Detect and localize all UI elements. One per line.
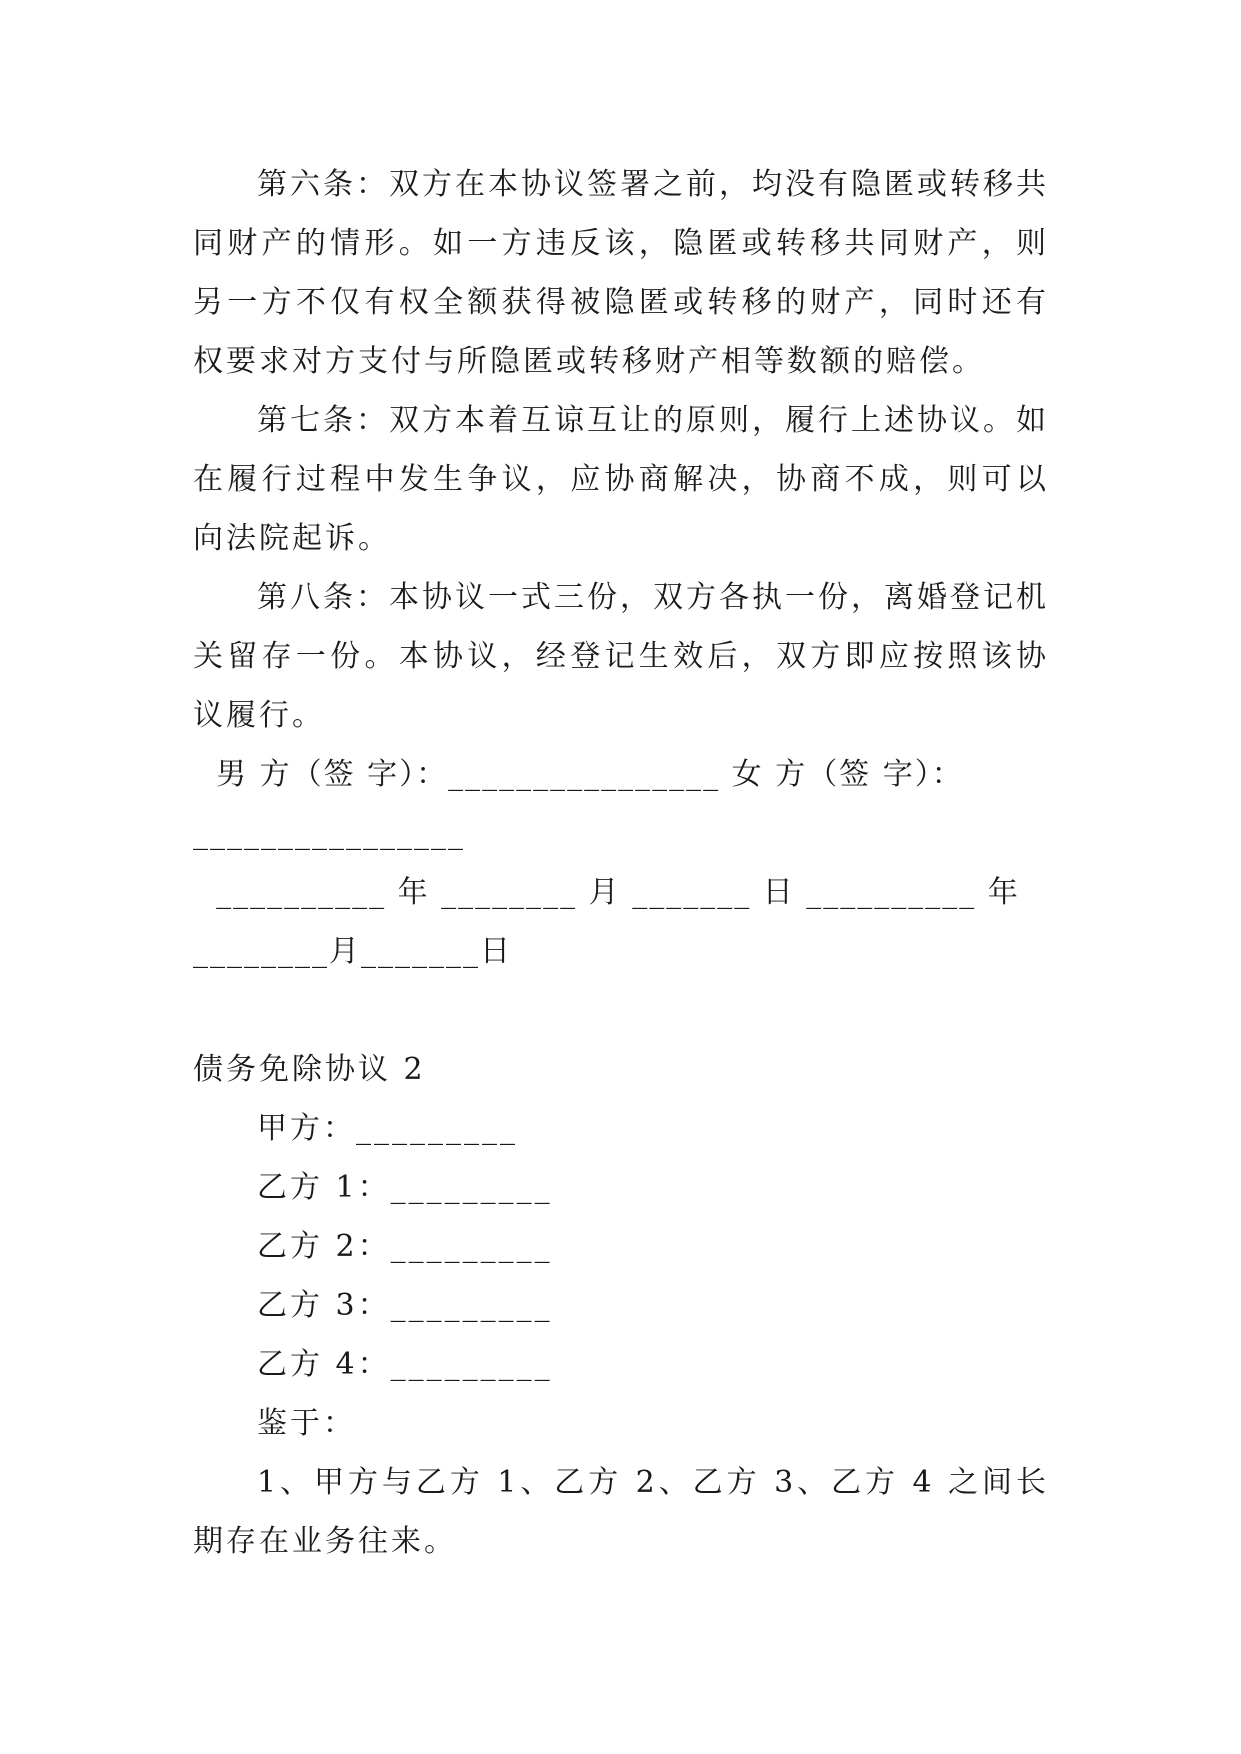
article-6: 第六条：双方在本协议签署之前，均没有隐匿或转移共同财产的情形。如一方违反该，隐匿或转移共同财产，则另一方不仅有权全额获得被隐匿或转移的财产，同时还有权要求对方支付与所隐匿或转移财产相等数额的赔偿。 [193,167,1049,379]
section-gap [193,981,1049,1040]
whereas-heading: 鉴于： [257,1406,356,1441]
party-b1-line: 乙方 1：_________ [257,1170,553,1205]
party-a-line: 甲方：_________ [257,1111,518,1146]
article-7: 第七条：双方本着互谅互让的原则，履行上述协议。如在履行过程中发生争议，应协商解决，协商不成，则可以向法院起诉。 [193,403,1049,556]
clause-1: 1、甲方与乙方 1、乙方 2、乙方 3、乙方 4 之间长期存在业务往来。 [193,1465,1049,1559]
date-line-continued: ________月_______日 [193,934,512,969]
party-b4-line: 乙方 4：_________ [257,1347,553,1382]
article-8: 第八条：本协议一式三份，双方各执一份，离婚登记机关留存一份。本协议，经登记生效后，双方即应按照该协议履行。 [193,580,1049,733]
signature-line-continued: ________________ [193,816,465,851]
party-b3-line: 乙方 3：_________ [257,1288,553,1323]
party-b2-line: 乙方 2：_________ [257,1229,553,1264]
date-line: __________ 年 ________ 月 _______ 日 __________ 年 [193,875,1020,910]
document-page [193,155,1049,1571]
document-title: 债务免除协议 2 [193,1052,426,1087]
signature-line: 男 方（签 字）：________________ 女 方（签 字）： [193,757,964,792]
